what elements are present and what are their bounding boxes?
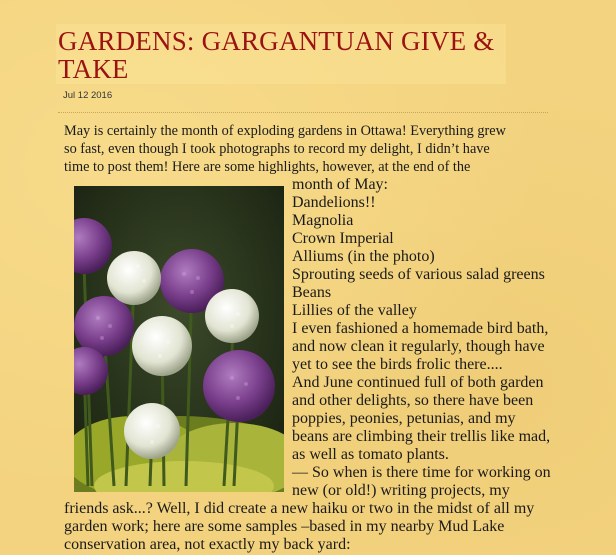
text-line: so fast, even though I took photographs to record my delight, I didn’t have: [64, 141, 490, 157]
post-intro: [64, 122, 544, 176]
text-line: beans are climbing their trellis like mad,: [292, 428, 551, 445]
text-line: as well as tomato plants.: [292, 446, 449, 463]
post-date: Jul 12 2016: [63, 90, 113, 101]
text-line: poppies, peonies, petunias, and my: [292, 410, 516, 427]
text-line: And June continued full of both garden: [292, 374, 544, 391]
title-divider: [58, 112, 548, 113]
list-item: Dandelions!!: [292, 194, 376, 211]
text-line: I even fashioned a homemade bird bath,: [292, 320, 549, 337]
text-line: and other delights, so there have been: [292, 392, 534, 409]
allium-photo[interactable]: [74, 186, 284, 492]
text-line: garden work; here are some samples –based in my nearby Mud Lake: [64, 518, 505, 535]
post-side-text: [292, 176, 552, 500]
text-line: yet to see the birds frolic there....: [292, 356, 503, 373]
text-line: new (or old!) writing projects, my: [292, 482, 510, 499]
list-item: Magnolia: [292, 212, 354, 229]
text-line: friends ask...? Well, I did create a new haiku or two in the midst of all my: [64, 500, 535, 517]
list-item: Lillies of the valley: [292, 302, 417, 319]
list-item: Beans: [292, 284, 332, 301]
text-line: and now clean it regularly, though have: [292, 338, 545, 355]
text-line: conservation area, not exactly my back yard:: [64, 536, 351, 553]
list-item: Alliums (in the photo): [292, 248, 435, 265]
allium-illustration: [74, 186, 284, 492]
list-item: Crown Imperial: [292, 230, 394, 247]
post-title[interactable]: GARDENS: GARGANTUAN GIVE & TAKE: [58, 26, 495, 84]
text-line: — So when is there time for working on: [292, 464, 551, 481]
post-outro: [64, 500, 544, 554]
text-line: May is certainly the month of exploding gardens in Ottawa! Everything grew: [64, 123, 506, 139]
text-line: time to post them! Here are some highlights, however, at the end of the: [64, 159, 471, 175]
text-line: month of May:: [292, 176, 388, 193]
list-item: Sprouting seeds of various salad greens: [292, 266, 545, 283]
